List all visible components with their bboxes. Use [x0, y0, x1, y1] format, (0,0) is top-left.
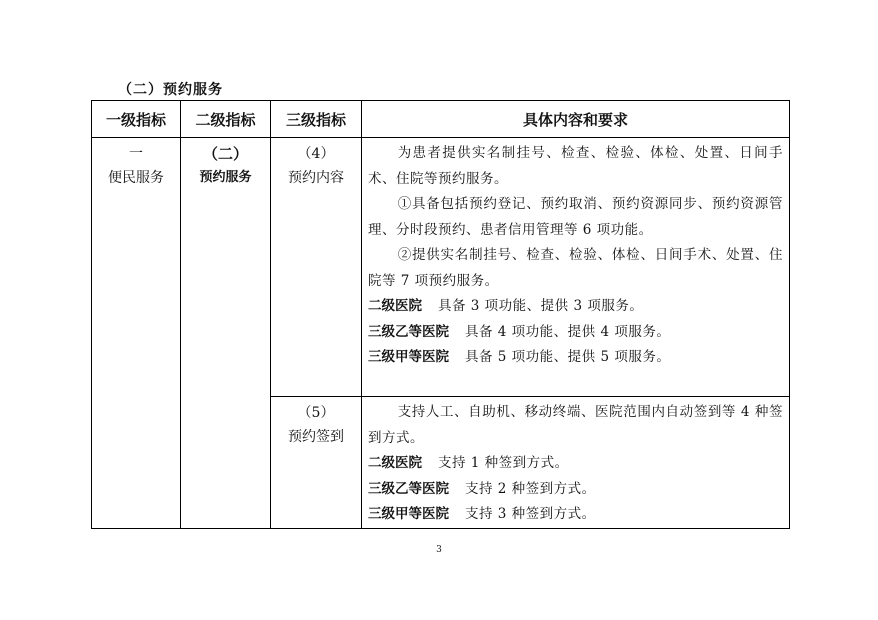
- level2-cell: [181, 138, 271, 529]
- level3-cell: [271, 397, 362, 529]
- content-paragraph: 为患者提供实名制挂号、检查、检验、体检、处置、日间手术、住院等预约服务。: [368, 145, 783, 187]
- grade-label: 二级医院: [368, 455, 422, 471]
- section-title: （二）预约服务: [118, 82, 223, 98]
- content-paragraph: ①具备包括预约登记、预约取消、预约资源同步、预约资源管理、分时段预约、患者信用管理等 6 项功能。: [368, 196, 783, 238]
- level1-name: 便民服务: [108, 170, 164, 186]
- grade-label: 三级甲等医院: [368, 506, 449, 522]
- level3-name: 预约内容: [288, 170, 344, 186]
- level2-name: 预约服务: [199, 170, 252, 185]
- grade-text: 支持 1 种签到方式。: [438, 455, 569, 471]
- content-paragraph: 支持人工、自助机、移动终端、医院范围内自动签到等 4 种签到方式。: [368, 404, 783, 446]
- level3-name: 预约签到: [288, 429, 344, 445]
- grade-line: [368, 320, 783, 346]
- grade-text: 具备 4 项功能、提供 4 项服务。: [465, 323, 671, 340]
- header-content: 具体内容和要求: [362, 101, 790, 138]
- grade-line: [368, 345, 783, 371]
- content-cell: [362, 397, 790, 529]
- grade-line: [368, 477, 783, 503]
- header-level2: 二级指标: [181, 101, 271, 138]
- grade-label: 三级乙等医院: [368, 323, 449, 340]
- content-paragraph: ②提供实名制挂号、检查、检验、体检、日间手术、处置、住院等 7 项预约服务。: [368, 247, 783, 289]
- grade-text: 具备 3 项功能、提供 3 项服务。: [438, 298, 644, 314]
- level1-cell: [92, 138, 181, 529]
- grade-line: [368, 502, 783, 528]
- grade-label: 三级甲等医院: [368, 349, 449, 365]
- header-level1: 一级指标: [92, 101, 181, 138]
- level3-number: （4）: [297, 146, 335, 162]
- level2-number: （二）: [202, 145, 248, 163]
- content-cell: [362, 138, 790, 397]
- table-header-row: [92, 101, 790, 138]
- indicator-table: [91, 100, 790, 529]
- grade-text: 支持 2 种签到方式。: [465, 480, 596, 497]
- page-number: 3: [436, 545, 442, 555]
- grade-text: 具备 5 项功能、提供 5 项服务。: [465, 349, 671, 365]
- grade-line: [368, 294, 783, 320]
- level3-number: （5）: [297, 405, 335, 421]
- header-level3: 三级指标: [271, 101, 362, 138]
- table-row: [92, 138, 790, 397]
- grade-label: 三级乙等医院: [368, 480, 449, 497]
- grade-line: [368, 451, 783, 477]
- grade-text: 支持 3 种签到方式。: [465, 506, 596, 522]
- level3-cell: [271, 138, 362, 397]
- level1-number: 一: [129, 146, 143, 162]
- grade-label: 二级医院: [368, 298, 422, 314]
